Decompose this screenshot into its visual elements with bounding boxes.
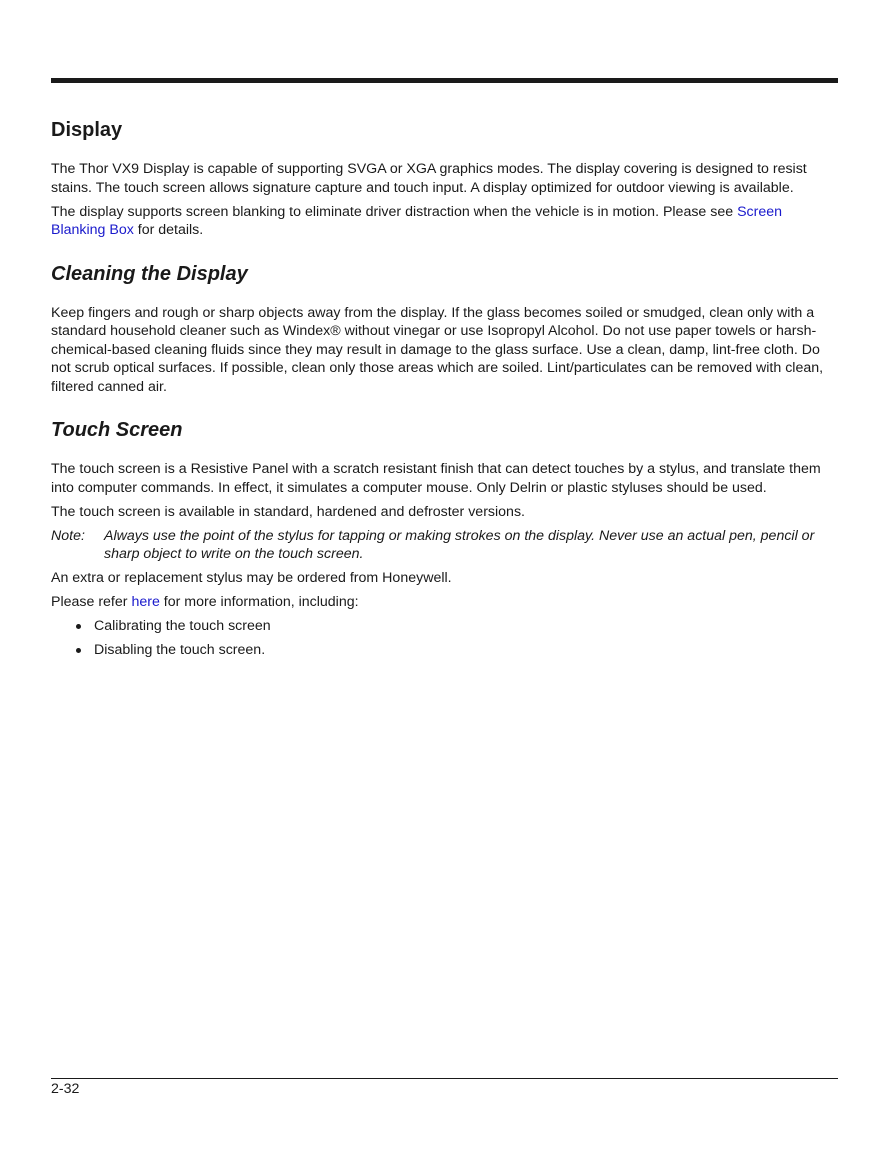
page-number: 2-32	[51, 1081, 80, 1097]
paragraph	[51, 203, 838, 240]
note-label: Note:	[51, 527, 85, 544]
paragraph-text: The display supports screen blanking to eliminate driver distraction when the vehicle is in motion. Please see	[51, 203, 738, 220]
heading-cleaning: Cleaning the Display	[51, 262, 248, 285]
paragraph-text: for details.	[133, 222, 204, 238]
paragraph: The touch screen is available in standard, hardened and defroster versions.	[51, 503, 525, 520]
page-content	[51, 118, 838, 682]
screen-blanking-box-link[interactable]: Screen Blanking Box	[51, 203, 783, 238]
here-link[interactable]: here	[131, 594, 160, 610]
list-item	[51, 617, 838, 636]
note-text: Always use the point of the stylus for tapping or making strokes on the display. Never use an actual pen, pencil or sharp object to write on the touch screen.	[104, 527, 815, 562]
section-cleaning	[51, 262, 838, 397]
bullet-list	[51, 617, 838, 660]
header-rule	[51, 78, 838, 83]
paragraph: The touch screen is a Resistive Panel with a scratch resistant finish that can detect touches by a stylus, and translate them into computer commands. In effect, it simulates a computer mouse. Only Delrin or plastic styluses should be used.	[51, 461, 821, 496]
note	[51, 527, 838, 564]
section-touch-screen	[51, 418, 838, 660]
list-item	[51, 641, 838, 660]
heading-touch-screen: Touch Screen	[51, 419, 183, 441]
paragraph: An extra or replacement stylus may be ordered from Honeywell.	[51, 570, 452, 586]
list-item-text: Disabling the touch screen.	[94, 642, 266, 658]
section-display	[51, 118, 838, 240]
bullet-icon	[51, 617, 94, 636]
bullet-icon	[51, 641, 94, 660]
heading-display: Display	[51, 119, 123, 141]
footer-rule	[51, 1078, 838, 1079]
paragraph-text: for more information, including:	[159, 594, 359, 610]
paragraph	[51, 593, 838, 612]
paragraph: The Thor VX9 Display is capable of supporting SVGA or XGA graphics modes. The display covering is designed to resist stains. The touch screen allows signature capture and touch input. A display optimized for outdoor viewing is available.	[51, 161, 807, 196]
paragraph-text: Please refer	[51, 594, 132, 610]
paragraph: Keep fingers and rough or sharp objects away from the display. If the glass becomes soiled or smudged, clean only with a standard household cleaner such as Windex® without vinegar or use Isopropyl Alcohol. Do not use paper towels or harsh-chemical-based cleaning fluids since they may result in damage to the glass surface. Use a clean, damp, lint-free cloth. Do not scrub optical surfaces. If possible, clean only those areas which are soiled. Lint/particulates can be removed with clean, filtered canned air.	[51, 304, 824, 395]
list-item-text: Calibrating the touch screen	[94, 618, 271, 634]
